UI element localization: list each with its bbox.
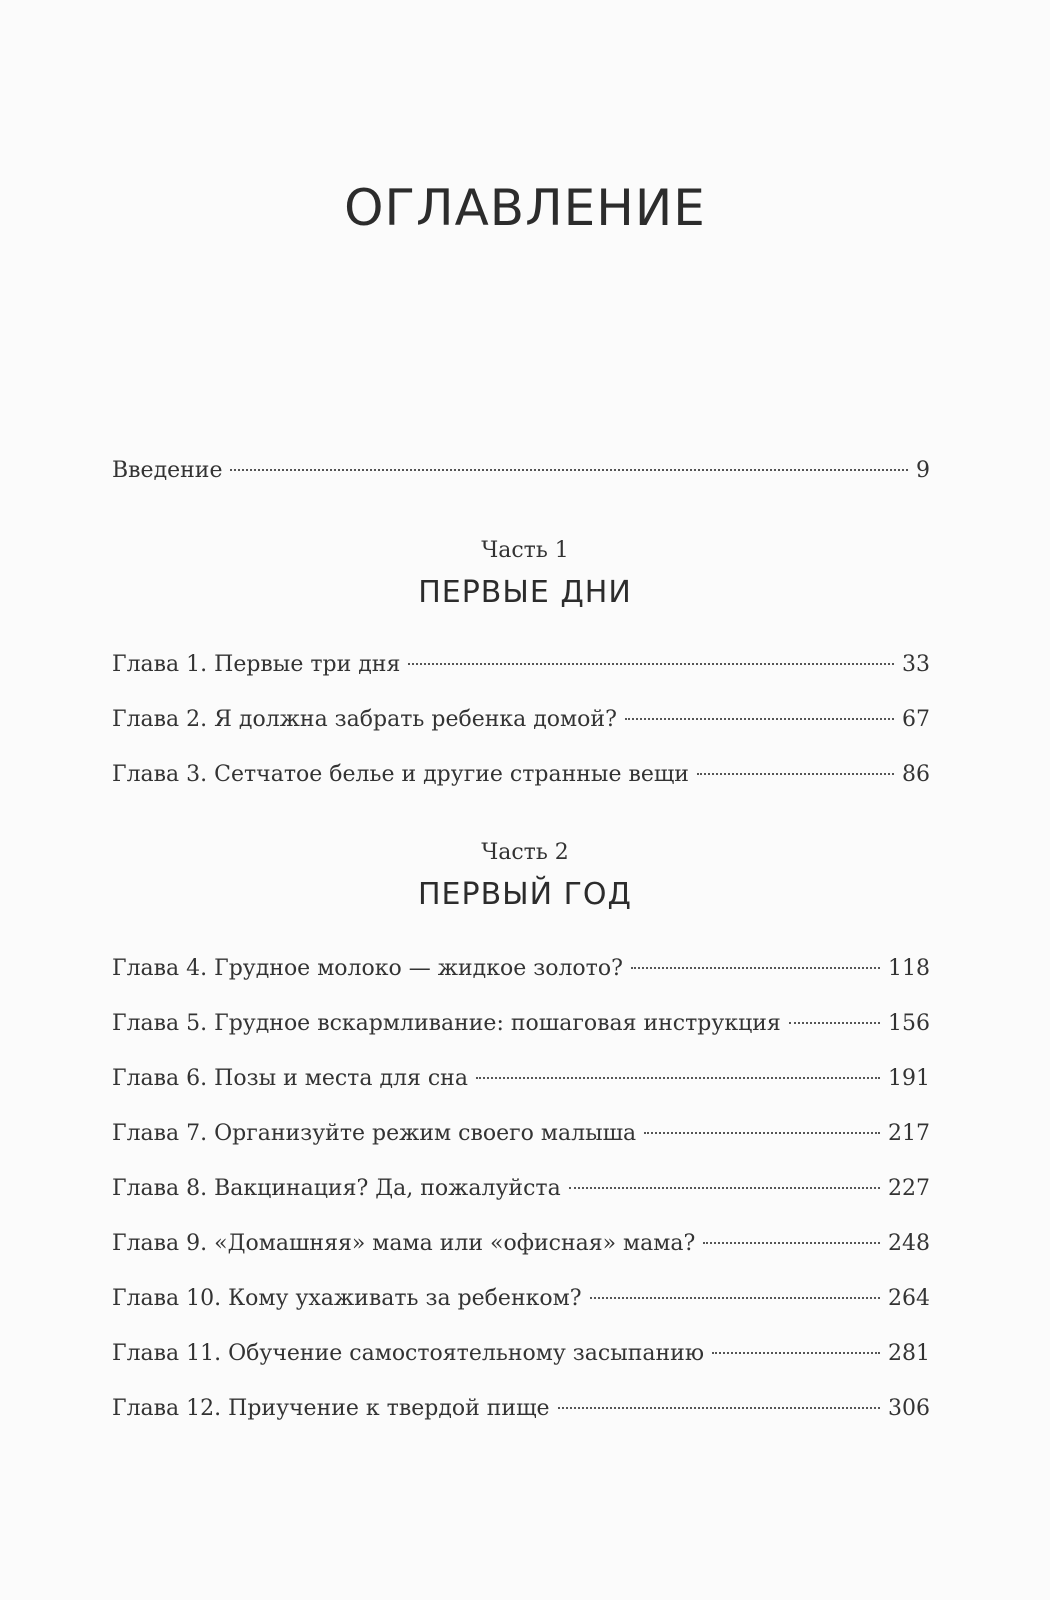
page-title: ОГЛАВЛЕНИЕ	[344, 179, 706, 237]
toc-entry-label: Глава 9. «Домашняя» мама или «офисная» мама?	[112, 1231, 696, 1256]
toc-entry-label: Глава 5. Грудное вскармливание: пошаговая инструкция	[112, 1011, 781, 1036]
toc-entry-label: Глава 8. Вакцинация? Да, пожалуйста	[112, 1176, 561, 1201]
dot-leader	[631, 967, 880, 969]
dot-leader	[697, 773, 894, 775]
dot-leader	[644, 1132, 880, 1134]
part-1-title: ПЕРВЫЕ ДНИ	[418, 575, 632, 610]
toc-entry-label: Глава 4. Грудное молоко — жидкое золото?	[112, 956, 623, 981]
toc-part-2	[112, 954, 930, 1449]
part-1-label: Часть 1	[481, 538, 569, 563]
toc-entry-label: Глава 1. Первые три дня	[112, 652, 401, 677]
toc-entry-label: Глава 7. Организуйте режим своего малыша	[112, 1121, 637, 1146]
toc-entry-chapter-5	[112, 1009, 930, 1064]
dot-leader	[712, 1352, 880, 1354]
toc-entry-label: Глава 10. Кому ухаживать за ребенком?	[112, 1286, 582, 1311]
toc-entry-chapter-2	[112, 705, 930, 760]
toc-entry-label: Введение	[112, 458, 223, 483]
toc-entry-page: 306	[888, 1396, 930, 1421]
dot-leader	[703, 1242, 880, 1244]
toc-entry-page: 264	[888, 1286, 930, 1311]
toc-entry-page: 227	[888, 1176, 930, 1201]
toc-entry-chapter-10	[112, 1284, 930, 1339]
toc-entry-page: 118	[888, 956, 930, 981]
toc-entry-chapter-11	[112, 1339, 930, 1394]
dot-leader	[569, 1187, 880, 1189]
dot-leader	[230, 469, 908, 471]
toc-entry-page: 9	[916, 458, 930, 483]
toc-entry-page: 217	[888, 1121, 930, 1146]
toc-entry-label: Глава 2. Я должна забрать ребенка домой?	[112, 707, 617, 732]
toc-entry-chapter-9	[112, 1229, 930, 1284]
dot-leader	[625, 718, 894, 720]
toc-entry-label: Глава 3. Сетчатое белье и другие странные вещи	[112, 762, 689, 787]
toc-entry-label: Глава 12. Приучение к твердой пище	[112, 1396, 550, 1421]
toc-entry-page: 33	[902, 652, 930, 677]
toc-entry-label: Глава 6. Позы и места для сна	[112, 1066, 468, 1091]
toc-entry-page: 156	[888, 1011, 930, 1036]
toc-entry-page: 281	[888, 1341, 930, 1366]
toc-entry-chapter-8	[112, 1174, 930, 1229]
toc-entry-label: Глава 11. Обучение самостоятельному засыпанию	[112, 1341, 704, 1366]
dot-leader	[476, 1077, 880, 1079]
toc-entry-intro	[112, 456, 930, 511]
dot-leader	[590, 1297, 880, 1299]
part-2-label: Часть 2	[481, 840, 569, 865]
toc-entry-page: 191	[888, 1066, 930, 1091]
toc-entry-chapter-7	[112, 1119, 930, 1174]
dot-leader	[408, 663, 894, 665]
toc-intro	[112, 456, 930, 511]
dot-leader	[789, 1022, 880, 1024]
toc-entry-page: 248	[888, 1231, 930, 1256]
toc-entry-chapter-6	[112, 1064, 930, 1119]
toc-entry-chapter-1	[112, 650, 930, 705]
dot-leader	[558, 1407, 880, 1409]
toc-part-1	[112, 650, 930, 815]
toc-entry-chapter-4	[112, 954, 930, 1009]
toc-entry-chapter-3	[112, 760, 930, 815]
part-2-title: ПЕРВЫЙ ГОД	[418, 877, 632, 912]
toc-entry-page: 86	[902, 762, 930, 787]
toc-entry-chapter-12	[112, 1394, 930, 1449]
toc-entry-page: 67	[902, 707, 930, 732]
